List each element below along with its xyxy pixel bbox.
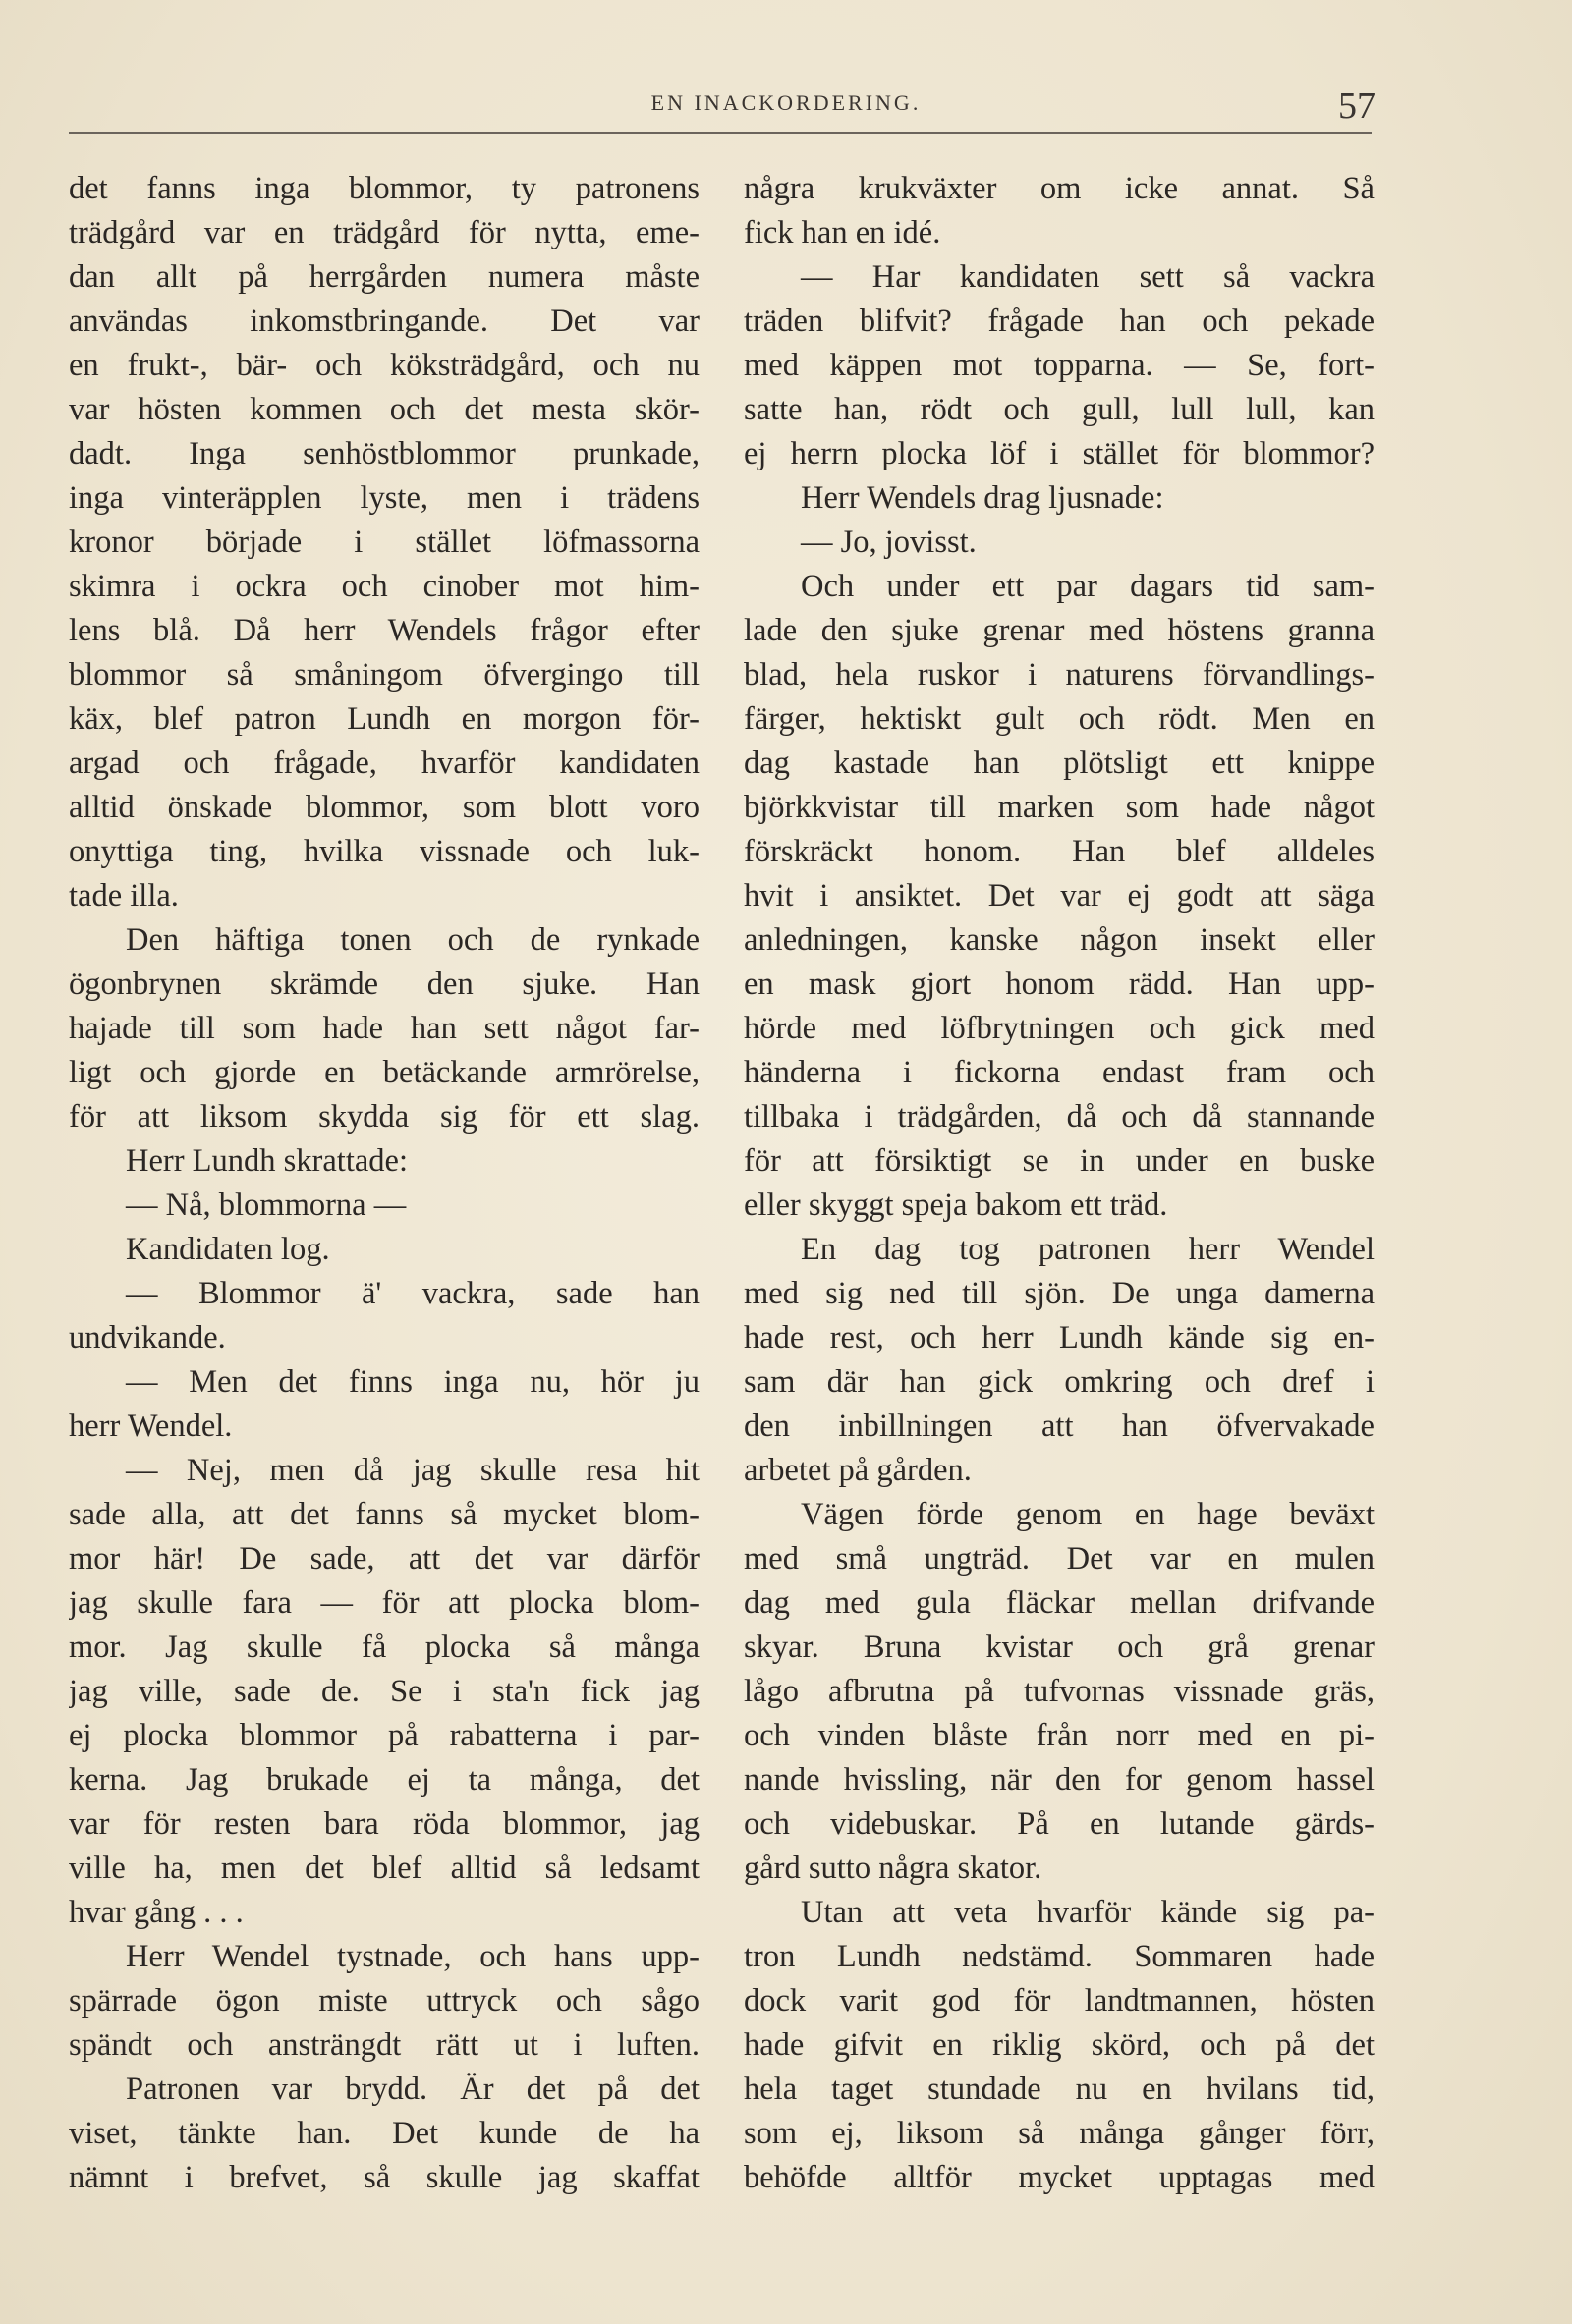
text-line: spärrade ögon miste uttryck och sågo <box>69 1983 700 2019</box>
text-line: — Nej, men då jag skulle resa hit <box>126 1453 700 1488</box>
text-line: sam där han gick omkring och dref i <box>744 1364 1375 1400</box>
text-line: undvikande. <box>69 1320 226 1356</box>
text-line: Herr Wendel tystnade, och hans upp- <box>126 1939 700 1974</box>
text-line: med käppen mot topparna. — Se, fort- <box>744 348 1375 383</box>
text-line: ej plocka blommor på rabatterna i par- <box>69 1718 700 1753</box>
text-line: hajade till som hade han sett något far- <box>69 1011 700 1046</box>
text-line: — Men det finns inga nu, hör ju <box>126 1364 700 1400</box>
text-line: hade gifvit en riklig skörd, och på det <box>744 2027 1375 2063</box>
text-line: det fanns inga blommor, ty patronens <box>69 171 700 206</box>
text-line: dag kastade han plötsligt ett knippe <box>744 746 1375 781</box>
text-line: ligt och gjorde en betäckande armrörelse, <box>69 1055 700 1090</box>
text-line: Herr Wendels drag ljusnade: <box>801 480 1164 516</box>
text-line: dock varit god för landtmannen, hösten <box>744 1983 1375 2019</box>
text-line: med sig ned till sjön. De unga damerna <box>744 1276 1375 1311</box>
text-line: nande hvissling, när den for genom hassel <box>744 1762 1375 1798</box>
text-line: sade alla, att det fanns så mycket blom- <box>69 1497 700 1532</box>
text-line: — Nå, blommorna — <box>126 1188 407 1223</box>
text-line: En dag tog patronen herr Wendel <box>801 1232 1375 1267</box>
text-line: för att försiktigt se in under en buske <box>744 1143 1375 1179</box>
text-line: lade den sjuke grenar med höstens granna <box>744 613 1375 648</box>
text-line: Kandidaten log. <box>126 1232 330 1267</box>
header-rule <box>69 132 1372 134</box>
right-column <box>744 167 1375 2200</box>
text-line: käx, blef patron Lundh en morgon för- <box>69 701 700 737</box>
text-line: hela taget stundade nu en hvilans tid, <box>744 2072 1375 2107</box>
text-line: som ej, liksom så många gånger förr, <box>744 2116 1375 2151</box>
text-line: argad och frågade, hvarför kandidaten <box>69 746 700 781</box>
text-line: och vinden blåste från norr med en pi- <box>744 1718 1375 1753</box>
text-line: satte han, rödt och gull, lull lull, kan <box>744 392 1375 427</box>
text-line: Patronen var brydd. Är det på det <box>126 2072 700 2107</box>
text-line: hade rest, och herr Lundh kände sig en- <box>744 1320 1375 1356</box>
running-head: EN INACKORDERING. <box>650 90 922 115</box>
text-line: trädgård var en trädgård för nytta, eme- <box>69 215 700 250</box>
text-line: färger, hektiskt gult och rödt. Men en <box>744 701 1375 737</box>
text-line: kerna. Jag brukade ej ta många, det <box>69 1762 700 1798</box>
text-line: Och under ett par dagars tid sam- <box>801 569 1375 604</box>
text-line: inga vinteräpplen lyste, men i trädens <box>69 480 700 516</box>
text-line: Vägen förde genom en hage beväxt <box>801 1497 1375 1532</box>
text-line: arbetet på gården. <box>744 1453 972 1488</box>
text-line: Utan att veta hvarför kände sig pa- <box>801 1895 1375 1930</box>
text-line: — Blommor ä' vackra, sade han <box>126 1276 700 1311</box>
text-line: björkkvistar till marken som hade något <box>744 790 1375 825</box>
text-line: jag ville, sade de. Se i sta'n fick jag <box>69 1674 700 1709</box>
text-line: behöfde alltför mycket upptagas med <box>744 2160 1375 2195</box>
text-line: tillbaka i trädgården, då och då stannande <box>744 1099 1375 1134</box>
text-line: hvar gång . . . <box>69 1895 244 1930</box>
text-line: anledningen, kanske någon insekt eller <box>744 922 1375 958</box>
text-line: skimra i ockra och cinober mot him- <box>69 569 700 604</box>
text-line: dadt. Inga senhöstblommor prunkade, <box>69 436 700 471</box>
text-line: mor här! De sade, att det var därför <box>69 1541 700 1577</box>
text-line: — Har kandidaten sett så vackra <box>801 259 1375 295</box>
text-line: lågo afbrutna på tufvornas vissnade gräs, <box>744 1674 1375 1709</box>
text-line: — Jo, jovisst. <box>801 525 977 560</box>
text-line: var för resten bara röda blommor, jag <box>69 1806 700 1842</box>
text-line: jag skulle fara — för att plocka blom- <box>69 1585 700 1621</box>
text-line: ögonbrynen skrämde den sjuke. Han <box>69 967 700 1002</box>
text-line: blommor så småningom öfvergingo till <box>69 657 700 692</box>
text-line: tade illa. <box>69 878 179 913</box>
text-line: dag med gula fläckar mellan drifvande <box>744 1585 1375 1621</box>
text-line: var hösten kommen och det mesta skör- <box>69 392 700 427</box>
text-line: en mask gjort honom rädd. Han upp- <box>744 967 1375 1002</box>
text-line: förskräckt honom. Han blef alldeles <box>744 834 1375 869</box>
text-line: spändt och ansträngdt rätt ut i luften. <box>69 2027 700 2063</box>
text-line: kronor började i stället löfmassorna <box>69 525 700 560</box>
text-line: en frukt-, bär- och köksträdgård, och nu <box>69 348 700 383</box>
text-line: mor. Jag skulle få plocka så många <box>69 1630 700 1665</box>
text-line: träden blifvit? frågade han och pekade <box>744 304 1375 339</box>
text-line: lens blå. Då herr Wendels frågor efter <box>69 613 700 648</box>
text-line: för att liksom skydda sig för ett slag. <box>69 1099 700 1134</box>
left-column <box>69 167 700 2200</box>
text-line: och videbuskar. På en lutande gärds- <box>744 1806 1375 1842</box>
text-line: herr Wendel. <box>69 1409 233 1444</box>
text-line: eller skyggt speja bakom ett träd. <box>744 1188 1168 1223</box>
text-line: hvit i ansiktet. Det var ej godt att säga <box>744 878 1375 913</box>
text-line: gård sutto några skator. <box>744 1851 1042 1886</box>
text-line: tron Lundh nedstämd. Sommaren hade <box>744 1939 1375 1974</box>
text-line: ville ha, men det blef alltid så ledsamt <box>69 1851 700 1886</box>
text-line: nämnt i brefvet, så skulle jag skaffat <box>69 2160 700 2195</box>
text-line: alltid önskade blommor, som blott voro <box>69 790 700 825</box>
text-line: några krukväxter om icke annat. Så <box>744 171 1375 206</box>
text-line: skyar. Bruna kvistar och grå grenar <box>744 1630 1375 1665</box>
text-line: Herr Lundh skrattade: <box>126 1143 408 1179</box>
text-line: ej herrn plocka löf i stället för blommor? <box>744 436 1375 471</box>
text-line: med små ungträd. Det var en mulen <box>744 1541 1375 1577</box>
text-line: fick han en idé. <box>744 215 941 250</box>
text-line: hörde med löfbrytningen och gick med <box>744 1011 1375 1046</box>
text-line: händerna i fickorna endast fram och <box>744 1055 1375 1090</box>
text-line: Den häftiga tonen och de rynkade <box>126 922 700 958</box>
text-line: blad, hela ruskor i naturens förvandlings- <box>744 657 1375 692</box>
text-line: användas inkomstbringande. Det var <box>69 304 700 339</box>
text-line: viset, tänkte han. Det kunde de ha <box>69 2116 700 2151</box>
text-line: dan allt på herrgården numera måste <box>69 259 700 295</box>
page-number: 57 <box>1338 85 1376 127</box>
text-line: onyttiga ting, hvilka vissnade och luk- <box>69 834 700 869</box>
text-line: den inbillningen att han öfvervakade <box>744 1409 1375 1444</box>
